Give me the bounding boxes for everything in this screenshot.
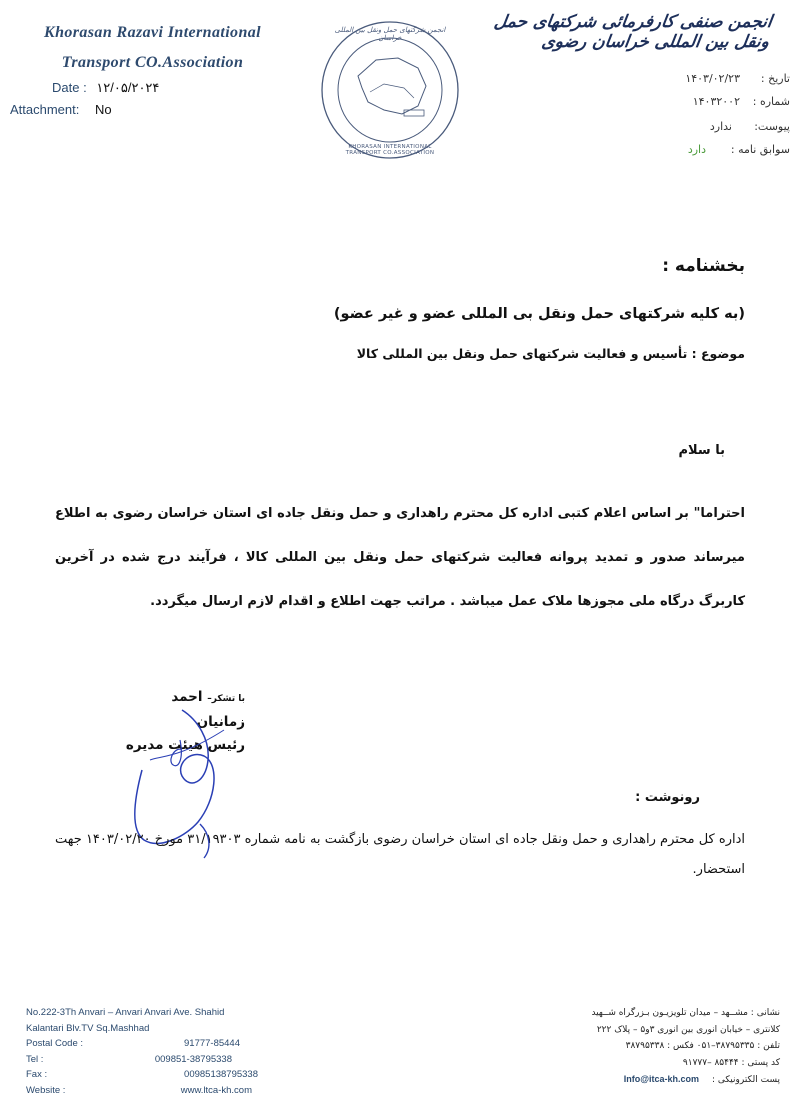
tel-label: Tel : [26, 1053, 44, 1065]
signature-name: احمد زمانیان [171, 689, 245, 730]
history-fa-value: دارد [687, 143, 706, 156]
email-label: پست الکترونیکی : [711, 1075, 780, 1085]
org-name-line1: Khorasan Razavi International [44, 24, 261, 41]
tel-value: 009851-38795338 [154, 1053, 232, 1065]
letter-body: احتراما" بر اساس اعلام کتبی اداره کل محترم راهداری و حمل ونقل جاده ای استان خراسان رضوی به اطلاع میرساند صدور و تمدید پروانه فعالیت شرکتهای حمل ونقل بین المللی کالا ، فرآیند درج شده در آخرین کاربرگ درگاه ملی مجوزها ملاک عمل میباشد . مراتب جهت اطلاع و اقدام لازم ارسال میگردد. [55, 506, 745, 609]
number-fa-label: شماره : [752, 95, 790, 108]
attachment-english [10, 102, 112, 117]
footer-fa-line1: نشانی : مشــهد – میدان تلویزیـون بـزرگراه شــهید [591, 1008, 780, 1018]
attachment-persian [650, 120, 790, 136]
postal-value: 91777-85444 [184, 1038, 240, 1049]
signature-tail [196, 822, 216, 862]
association-seal-logo [318, 10, 462, 162]
attachment-fa-label: پیوست: [754, 120, 790, 133]
letter-recipients: (به کلیه شرکتهای حمل ونقل بی المللی عضو و غیر عضو) [333, 306, 745, 322]
footer-fa-line4: کد پستی : ۸۵۴۴۴ –۹۱۷۷۷ [682, 1057, 780, 1068]
org-name-fa-line1: انجمن صنفی کارفرمائی شرکتهای حمل ونقل بین المللی [492, 12, 774, 52]
footer-fa-line2: کلانتری – خیابان انوری بین انوری ۳و۵ – پلاک ۲۲۲ [596, 1024, 780, 1035]
postal-label: Postal Code : [26, 1038, 84, 1049]
org-name-line2: Transport CO.Association [61, 54, 244, 71]
footer-website [26, 1083, 266, 1099]
date-fa-label: تاریخ : [760, 72, 790, 85]
footer-fax [26, 1067, 266, 1083]
fax-label: Fax : [26, 1069, 48, 1080]
footer-address-line2: Kalantari Blv.TV Sq.Mashhad [26, 1022, 150, 1034]
fax-value: 00985138795338 [184, 1069, 258, 1080]
email-link[interactable]: Info@itca-kh.com [623, 1074, 700, 1084]
date-english [52, 80, 159, 96]
website-label: Website : [26, 1084, 66, 1096]
org-name-persian [477, 12, 773, 58]
footer-address-line1: No.222-3Th Anvari – Anvari Anvari Ave. Shahid [26, 1007, 225, 1018]
number-persian [650, 95, 790, 111]
footer-fa-line3: تلفن : ۳۸۷۹۵۳۳۵–۰۵۱ فکس : ۳۸۷۹۵۳۳۸ [625, 1041, 780, 1051]
number-fa-value: ۱۴۰۳۲۰۰۲ [692, 95, 740, 108]
footer-english [26, 1005, 266, 1098]
cc-text: اداره کل محترم راهداری و حمل ونقل جاده ای استان خراسان رضوی بازگشت به نامه شماره ۳۱/۱۹۳۰۳ مورخ ۱۴۰۳/۰۲/۲۰ جهت استحضار. [55, 832, 745, 877]
date-fa-value: ۱۴۰۳/۰۲/۲۳ [685, 72, 740, 85]
attachment-label: Attachment: [10, 102, 80, 117]
seal-top-text: انجمن شرکتهای حمل ونقل بین المللی خراسان [334, 26, 446, 42]
footer-fa-email [540, 1071, 780, 1089]
letter-subject: موضوع : تأسیس و فعالیت شرکتهای حمل ونقل بین المللی کالا [356, 346, 745, 361]
date-value: ۱۲/۰۵/۲۰۲۴ [96, 80, 160, 95]
date-label: Date : [52, 80, 87, 95]
attachment-value: No [95, 102, 112, 117]
website-link[interactable]: www.ltca-kh.com [180, 1084, 252, 1096]
attachment-fa-value: ندارد [709, 120, 732, 133]
seal-ring-text: KHORASAN INTERNATIONAL TRANSPORT CO.ASSOCIATION [345, 144, 435, 156]
footer-postal [26, 1036, 266, 1052]
signature-role: رئیس هیئت مدیره [125, 737, 245, 753]
org-name-fa-line2: خراسان رضوی [540, 32, 651, 52]
letter-greeting: با سلام [678, 443, 725, 458]
signature-thanks: با تشکر– [207, 694, 245, 704]
history-persian [650, 143, 790, 159]
letter-title: بخشنامه : [662, 256, 745, 276]
footer-tel [26, 1052, 266, 1068]
cc-label: رونوشت : [635, 790, 700, 805]
org-name-english [0, 18, 305, 78]
footer-persian [540, 1005, 780, 1089]
date-persian [650, 72, 790, 88]
history-fa-label: سوابق نامه : [730, 143, 790, 156]
